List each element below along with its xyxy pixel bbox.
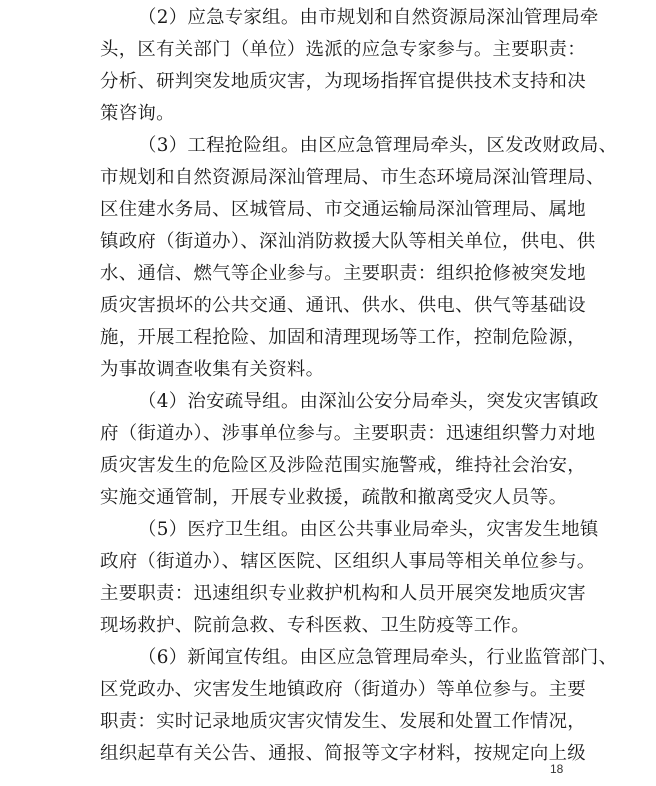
- text-line: 主要职责：迅速组织专业救护机构和人员开展突发地质灾害: [100, 583, 586, 604]
- text-line: （2）应急专家组。由市规划和自然资源局深汕管理局牵: [138, 7, 599, 28]
- text-line: 镇政府（街道办）、深汕消防救援大队等相关单位，供电、供: [100, 231, 596, 252]
- text-line: 头，区有关部门（单位）选派的应急专家参与。主要职责：: [100, 39, 586, 60]
- text-line: 分析、研判突发地质灾害，为现场指挥官提供技术支持和决: [100, 71, 586, 92]
- text-line: 策咨询。: [100, 103, 175, 124]
- text-line: 实施交通管制，开展专业救援，疏散和撤离受灾人员等。: [100, 487, 568, 508]
- text-line: 区党政办、灾害发生地镇政府（街道办）等单位参与。主要: [100, 679, 586, 700]
- text-line: 施，开展工程抢险、加固和清理现场等工作，控制危险源，: [100, 327, 586, 348]
- text-line: 市规划和自然资源局深汕管理局、市生态环境局深汕管理局、: [100, 167, 605, 188]
- text-line: （4）治安疏导组。由深汕公安分局牵头，突发灾害镇政: [138, 391, 599, 412]
- page-number: 18: [550, 762, 564, 776]
- text-line: 质灾害发生的危险区及涉险范围实施警戒，维持社会治安，: [100, 455, 586, 476]
- text-line: （3）工程抢险组。由区应急管理局牵头，区发改财政局、: [138, 135, 618, 156]
- text-line: 组织起草有关公告、通报、简报等文字材料，按规定向上级: [100, 743, 586, 764]
- text-line: 质灾害损坏的公共交通、通讯、供水、供电、供气等基础设: [100, 295, 586, 316]
- text-line: 职责：实时记录地质灾害灾情发生、发展和处置工作情况，: [100, 711, 586, 732]
- text-line: （6）新闻宣传组。由区应急管理局牵头，行业监管部门、: [138, 647, 618, 668]
- text-line: 为事故调查收集有关资料。: [100, 359, 325, 380]
- text-line: 政府（街道办）、辖区医院、区组织人事局等相关单位参与。: [100, 551, 596, 572]
- text-line: 区住建水务局、区城管局、市交通运输局深汕管理局、属地: [100, 199, 586, 220]
- text-line: 府（街道办）、涉事单位参与。主要职责：迅速组织警力对地: [100, 423, 596, 444]
- text-line: 现场救护、院前急救、专科医救、卫生防疫等工作。: [100, 615, 530, 636]
- text-line: 水、通信、燃气等企业参与。主要职责：组织抢修被突发地: [100, 263, 586, 284]
- text-line: （5）医疗卫生组。由区公共事业局牵头，灾害发生地镇: [138, 519, 599, 540]
